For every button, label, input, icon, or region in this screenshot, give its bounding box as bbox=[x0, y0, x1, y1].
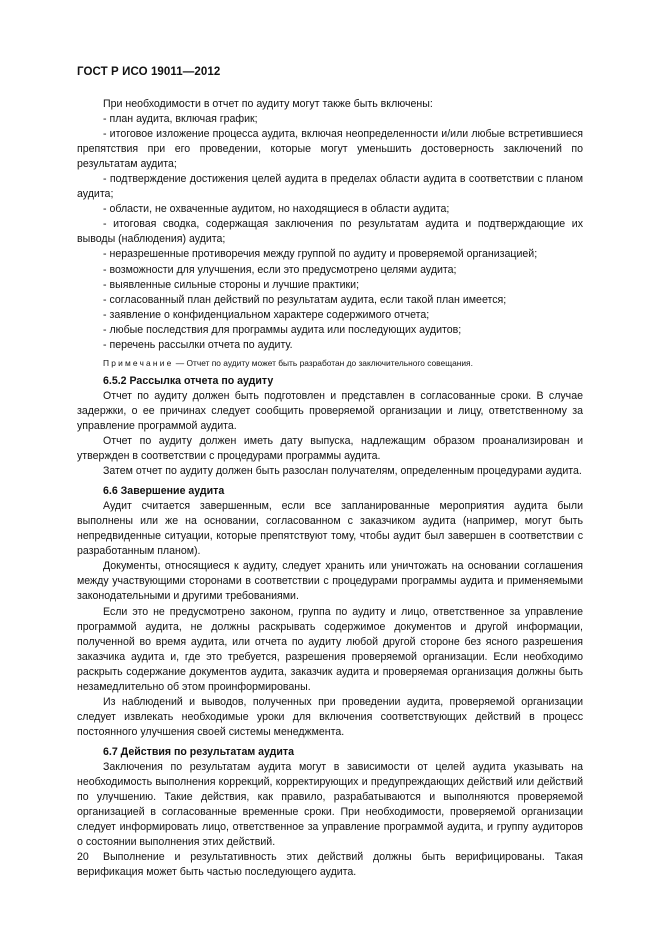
list-item: - неразрешенные противоречия между группой по аудиту и проверяемой организацией; bbox=[103, 248, 538, 261]
section-title-6-5-2: 6.5.2 Рассылка отчета по аудиту bbox=[103, 374, 274, 387]
paragraph: Заключения по результатам аудита могут в зависимости от целей аудита указывать на необходимость выполнения коррекций, корректирующих и предупреждающих действий или действий по улучшению. Такие действия, как правило, разрабатываются и выполняются проверяемой организацией в согласованные временные сроки. При необходимости, проверяемой организации следует информировать лицо, ответственное за управление программой аудита, и группу аудиторов о состоянии выполнения этих действий. bbox=[77, 760, 583, 849]
paragraph: Если это не предусмотрено законом, группа по аудиту и лицо, ответственное за управление программой аудита, не должны раскрывать содержимое документов и другой информации, полученной во время аудита, или отчета по аудиту любой другой стороне без ясного разрешения заказчика аудита и, где это требуется, разрешения проверяемой организации. Если необходимо раскрыть содержание документов аудита, заказчик аудита и проверяемая организация должны быть незамедлительно об этом проинформированы. bbox=[77, 605, 583, 693]
paragraph: Аудит считается завершенным, если все запланированные мероприятия аудита были выполнены или же на основании, согласованном с заказчиком аудита (например, могут быть непредвиденные ситуации, которые препятствуют тому, чтобы аудит был завершен в соответствии с разработанным планом). bbox=[77, 500, 583, 558]
paragraph: Отчет по аудиту должен иметь дату выпуска, надлежащим образом проанализирован и утвержден в соответствии с процедурами программы аудита. bbox=[77, 434, 583, 463]
page-number: 20 bbox=[77, 851, 89, 863]
note-text: — Отчет по аудиту может быть разработан до заключительного совещания. bbox=[173, 357, 473, 368]
list-item: - заявление о конфиденциальном характере содержимого отчета; bbox=[103, 308, 430, 321]
list-item: - возможности для улучшения, если это предусмотрено целями аудита; bbox=[103, 263, 457, 276]
paragraph: Затем отчет по аудиту должен быть разослан получателям, определенным процедурами аудита. bbox=[103, 465, 582, 478]
paragraph: Документы, относящиеся к аудиту, следует хранить или уничтожать на основании соглашения между участвующими сторонами в соответствии с процедурами программы аудита и применяемыми законодательными и другими требованиями. bbox=[77, 560, 583, 603]
note bbox=[77, 357, 583, 369]
note-label: Примечание bbox=[103, 357, 174, 368]
document-header: ГОСТ Р ИСО 19011—2012 bbox=[77, 66, 221, 78]
list-item: - выявленные сильные стороны и лучшие практики; bbox=[103, 278, 360, 291]
list-item: - любые последствия для программы аудита или последующих аудитов; bbox=[103, 323, 462, 336]
list-item: - подтверждение достижения целей аудита в пределах области аудита в соответствии с планом аудита; bbox=[77, 173, 583, 201]
section-title-6-6: 6.6 Завершение аудита bbox=[103, 485, 225, 498]
list-item: - итоговое изложение процесса аудита, включая неопределенности и/или любые встретившиеся препятствия при его проведении, которые могут уменьшить достоверность заключений по результатам аудита; bbox=[77, 128, 583, 171]
paragraph: Отчет по аудиту должен быть подготовлен и представлен в согласованные сроки. В случае задержки, о ее причинах следует сообщить проверяемой организации и лицу, ответственному за управление программой аудита. bbox=[77, 389, 583, 432]
paragraph: Из наблюдений и выводов, полученных при проведении аудита, проверяемой организации следует извлекать необходимые уроки для включения соответствующих действий в процесс постоянного улучшения своей системы менеджмента. bbox=[77, 695, 583, 738]
list-item: - план аудита, включая график; bbox=[103, 113, 258, 126]
document-body bbox=[77, 97, 583, 880]
list-item: - перечень рассылки отчета по аудиту. bbox=[103, 338, 293, 351]
list-intro: При необходимости в отчет по аудиту могут также быть включены: bbox=[103, 98, 433, 110]
paragraph: Выполнение и результативность этих действий должны быть верифицированы. Такая верификация может быть частью последующего аудита. bbox=[77, 851, 583, 879]
list-item: - итоговая сводка, содержащая заключения по результатам аудита и подтверждающие их выводы (наблюдения) аудита; bbox=[77, 218, 583, 246]
list-item: - области, не охваченные аудитом, но находящиеся в области аудита; bbox=[103, 203, 450, 216]
included-items-list bbox=[77, 112, 583, 353]
section-title-6-7: 6.7 Действия по результатам аудита bbox=[103, 745, 294, 758]
list-item: - согласованный план действий по результатам аудита, если такой план имеется; bbox=[103, 293, 507, 306]
